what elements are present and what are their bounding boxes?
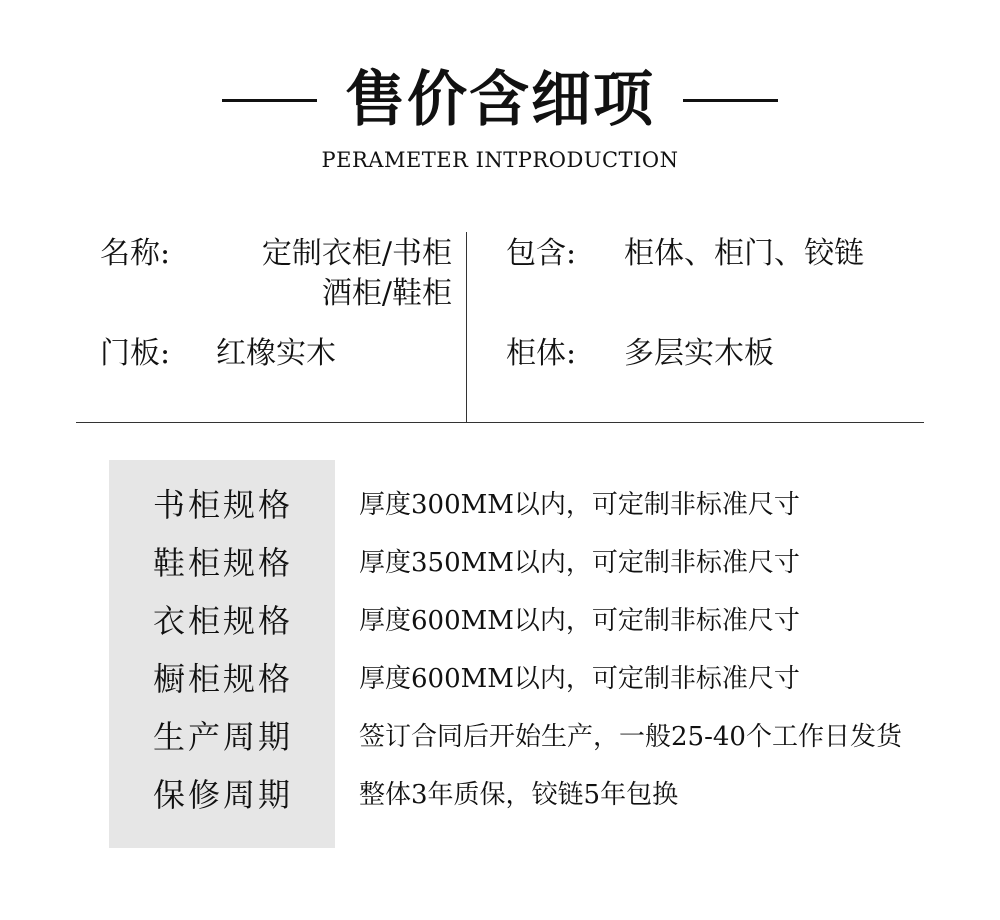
spec-row bbox=[109, 538, 939, 588]
field-cabinet-label: 柜体: bbox=[506, 336, 577, 371]
spec-table bbox=[109, 460, 939, 848]
field-name-value-line1: 定制衣柜/书柜 bbox=[261, 236, 452, 271]
spec-row bbox=[109, 712, 939, 762]
info-divider bbox=[466, 232, 467, 422]
spec-row bbox=[109, 596, 939, 646]
title-dash-right bbox=[683, 99, 778, 102]
info-panel bbox=[76, 232, 924, 423]
spec-label: 保修周期 bbox=[153, 776, 294, 814]
spec-label: 橱柜规格 bbox=[153, 660, 294, 698]
field-includes-label: 包含: bbox=[506, 236, 577, 271]
title-row bbox=[0, 60, 1000, 140]
spec-value: 厚度350MM以内，可定制非标准尺寸 bbox=[359, 548, 800, 578]
field-cabinet bbox=[506, 334, 924, 374]
spec-value: 厚度300MM以内，可定制非标准尺寸 bbox=[359, 490, 800, 520]
spec-value: 厚度600MM以内，可定制非标准尺寸 bbox=[359, 664, 800, 694]
field-name-value bbox=[216, 234, 452, 314]
spec-value: 整体3年质保，铰链5年包换 bbox=[359, 780, 679, 810]
spec-value: 厚度600MM以内，可定制非标准尺寸 bbox=[359, 606, 800, 636]
field-door bbox=[100, 334, 460, 374]
field-name bbox=[100, 234, 460, 314]
page-subtitle: PERAMETER INTPRODUCTION bbox=[321, 148, 679, 172]
field-name-label: 名称: bbox=[100, 236, 171, 271]
spec-label: 鞋柜规格 bbox=[153, 544, 294, 582]
page-title: 售价含细项 bbox=[345, 65, 655, 135]
spec-row bbox=[109, 654, 939, 704]
field-door-value: 红橡实木 bbox=[216, 336, 336, 371]
spec-label: 书柜规格 bbox=[153, 486, 294, 524]
field-includes-value: 柜体、柜门、铰链 bbox=[624, 236, 864, 271]
spec-row bbox=[109, 480, 939, 530]
field-door-label: 门板: bbox=[100, 336, 171, 371]
field-includes bbox=[506, 234, 924, 274]
field-cabinet-value: 多层实木板 bbox=[624, 336, 774, 371]
spec-value: 签订合同后开始生产，一般25-40个工作日发货 bbox=[359, 722, 902, 752]
spec-label: 生产周期 bbox=[153, 718, 294, 756]
title-dash-left bbox=[222, 99, 317, 102]
spec-row bbox=[109, 770, 939, 820]
spec-label: 衣柜规格 bbox=[153, 602, 294, 640]
field-name-value-line2: 酒柜/鞋柜 bbox=[321, 276, 452, 311]
